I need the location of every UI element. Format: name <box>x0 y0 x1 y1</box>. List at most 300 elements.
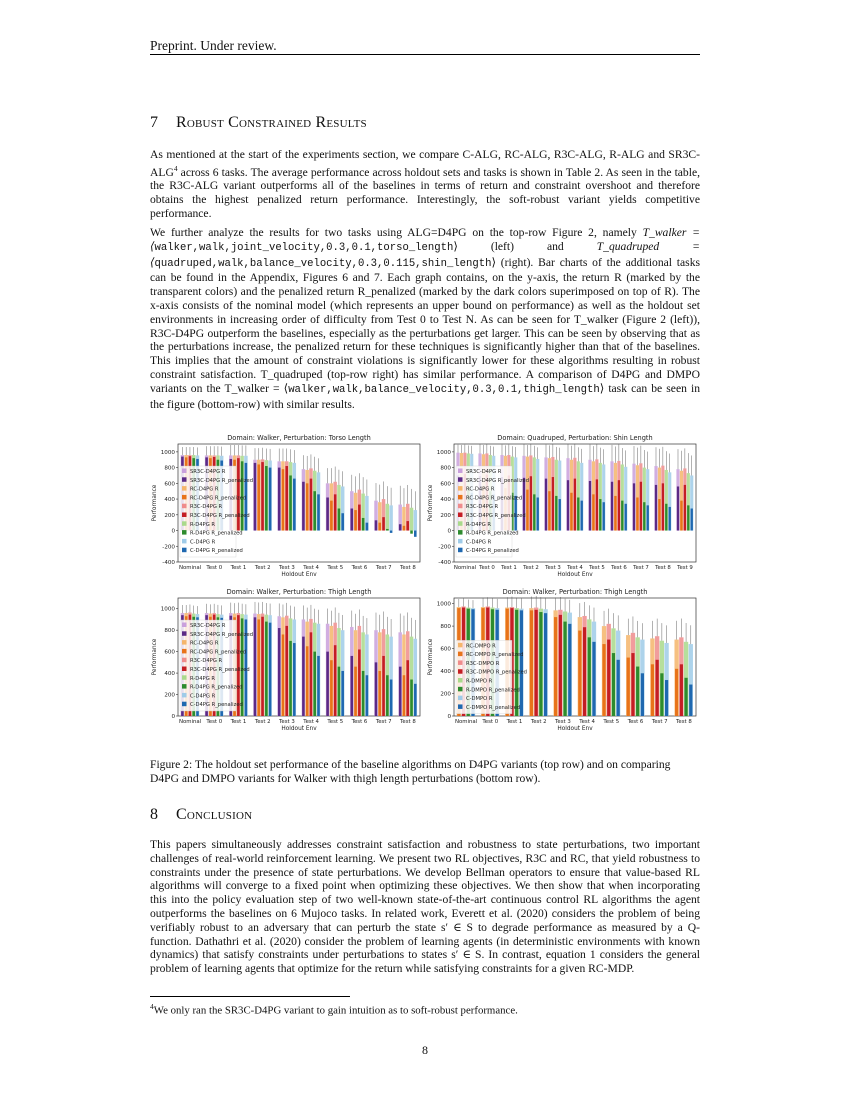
footnote-mark: 4 <box>150 1002 154 1011</box>
legend-swatch <box>182 477 187 482</box>
legend-swatch <box>458 704 463 709</box>
bar-penalized-return <box>680 501 682 531</box>
bar-penalized-return <box>643 502 645 530</box>
x-tick-label: Test 0 <box>479 565 495 571</box>
bar-penalized-return <box>636 497 638 530</box>
legend-swatch <box>458 669 463 674</box>
p2-math-twalker: T_walker = ⟨ <box>150 226 700 253</box>
x-tick-label: Nominal <box>178 565 202 571</box>
bar-penalized-return <box>687 505 689 530</box>
legend-swatch <box>458 687 463 692</box>
bar-penalized-return <box>406 521 409 530</box>
bar-penalized-return <box>617 660 620 716</box>
legend-label: C-D4PG R <box>190 693 216 700</box>
legend-label: C-DMPO R_penalized <box>466 704 521 711</box>
legend-label: R3C-DMPO R_penalized <box>466 669 527 676</box>
bar-penalized-return <box>317 656 320 716</box>
x-tick-label: Test 1 <box>230 719 247 725</box>
bar-penalized-return <box>675 669 678 716</box>
bar-penalized-return <box>559 615 562 716</box>
footnote-rule <box>150 996 350 997</box>
footnote-text: We only ran the SR3C-D4PG variant to gain intuition as to soft-robust performance. <box>153 1004 518 1017</box>
bar-penalized-return <box>548 491 550 530</box>
y-tick-label: 800 <box>164 465 175 472</box>
footnote <box>150 1002 518 1017</box>
bar-penalized-return <box>386 529 389 531</box>
x-tick-label: Test 7 <box>633 565 649 571</box>
legend-label: C-D4PG R <box>466 539 492 546</box>
bar-return <box>386 504 389 531</box>
chart-title: Domain: Walker, Perturbation: Thigh Length <box>226 588 372 596</box>
y-tick-label: 400 <box>440 497 451 504</box>
legend-label: R3C-DMPO R <box>466 660 500 667</box>
bar-penalized-return <box>578 631 581 716</box>
bar-penalized-return <box>691 509 693 531</box>
y-axis-label: Performance <box>152 484 158 522</box>
bar-penalized-return <box>351 656 354 716</box>
y-tick-label: 200 <box>164 512 175 519</box>
legend-swatch <box>182 521 187 526</box>
legend-swatch <box>182 675 187 680</box>
bar-penalized-return <box>410 531 413 534</box>
bar-penalized-return <box>285 466 288 531</box>
bar-penalized-return <box>378 671 381 716</box>
legend-swatch <box>182 667 187 672</box>
y-tick-label: 1000 <box>160 606 175 613</box>
y-tick-label: 0 <box>447 714 451 720</box>
bar-penalized-return <box>684 485 686 531</box>
bar-penalized-return <box>530 476 532 530</box>
chart-title: Domain: Walker, Perturbation: Thigh Length <box>502 588 648 596</box>
p2-code-walker: walker,walk,joint_velocity,0.3,0.1,torso_length <box>154 241 454 254</box>
x-tick-label: Test 9 <box>677 565 693 571</box>
bar-penalized-return <box>568 624 571 716</box>
x-axis-label: Holdout Env <box>281 726 317 732</box>
bar-penalized-return <box>306 646 309 716</box>
bar-penalized-return <box>520 610 523 716</box>
bar-penalized-return <box>282 634 285 716</box>
bar-penalized-return <box>341 513 344 530</box>
bar-penalized-return <box>375 662 378 716</box>
bar-penalized-return <box>338 509 341 531</box>
y-tick-label: 400 <box>164 671 175 678</box>
legend-swatch <box>458 696 463 701</box>
bar-penalized-return <box>592 642 595 716</box>
legend-swatch <box>458 477 463 482</box>
section-7-heading <box>150 114 367 132</box>
bar-penalized-return <box>554 617 557 716</box>
bar-penalized-return <box>334 494 337 530</box>
y-tick-label: 800 <box>164 628 175 635</box>
bar-penalized-return <box>526 490 528 531</box>
bar-penalized-return <box>341 671 344 716</box>
x-tick-label: Test 4 <box>303 565 319 571</box>
bar-penalized-return <box>313 652 316 716</box>
legend-swatch <box>458 504 463 509</box>
bar-penalized-return <box>621 501 623 531</box>
p2-code-quadruped: quadruped,walk,balance_velocity,0.3,0.115,shin_length <box>154 257 492 270</box>
section-7-title: Robust Constrained Results <box>176 114 367 131</box>
y-tick-label: 200 <box>164 692 175 699</box>
legend-label: SR3C-D4PG R <box>190 623 226 629</box>
legend-swatch <box>182 495 187 500</box>
chart-title: Domain: Walker, Perturbation: Torso Length <box>227 434 371 442</box>
bar-penalized-return <box>537 497 539 530</box>
x-tick-label: Test 5 <box>327 719 344 725</box>
p2-code-walker-thigh: walker,walk,balance_velocity,0.3,0.1,thigh_length <box>288 383 600 396</box>
bar-penalized-return <box>403 675 406 716</box>
bar-penalized-return <box>354 667 357 716</box>
section-8-heading <box>150 806 252 824</box>
legend-label: RC-DMPO R <box>466 643 496 650</box>
p1-text-a: As mentioned at the start of the experiments section, we compare C-ALG, RC-ALG, R3C-ALG, R-ALG and SR3C-ALG <box>150 148 700 179</box>
legend-swatch <box>458 678 463 683</box>
legend-label: RC-DMPO R_penalized <box>466 652 524 659</box>
section-8-title: Conclusion <box>176 806 253 823</box>
bar-penalized-return <box>588 637 591 716</box>
bar-penalized-return <box>362 671 365 716</box>
section-7-paragraph-2 <box>150 226 700 411</box>
legend-label: R-D4PG R_penalized <box>190 530 243 537</box>
y-tick-label: 1000 <box>436 449 451 456</box>
bar-penalized-return <box>535 610 538 716</box>
bar-penalized-return <box>545 479 547 531</box>
bar-penalized-return <box>577 497 579 530</box>
bar-penalized-return <box>414 684 417 716</box>
legend-swatch <box>182 649 187 654</box>
y-tick-label: 200 <box>440 512 451 519</box>
x-axis-label: Holdout Env <box>557 726 593 732</box>
bar-penalized-return <box>254 463 257 531</box>
legend-label: R-DMPO R <box>466 678 493 685</box>
legend-swatch <box>458 539 463 544</box>
y-tick-label: 600 <box>164 481 175 488</box>
x-tick-label: Test 5 <box>603 719 620 725</box>
bar-penalized-return <box>382 517 385 530</box>
legend-swatch <box>458 513 463 518</box>
x-axis-label: Holdout Env <box>281 572 317 578</box>
p2-text-a: We further analyze the results for two tasks using ALG=D4PG on the top-row Figure 2, namely <box>150 226 643 239</box>
x-tick-label: Test 3 <box>545 565 561 571</box>
bar-penalized-return <box>354 510 357 530</box>
x-tick-label: Test 2 <box>530 719 547 725</box>
bar-penalized-return <box>665 504 667 531</box>
bar-penalized-return <box>559 499 561 530</box>
legend-swatch <box>182 486 187 491</box>
y-tick-label: 800 <box>440 624 451 631</box>
x-tick-label: Test 7 <box>375 719 392 725</box>
bar-penalized-return <box>618 480 620 530</box>
preprint-label: Preprint. Under review. <box>150 38 277 53</box>
legend-label: R-D4PG R_penalized <box>466 530 519 537</box>
x-tick-label: Test 2 <box>254 719 271 725</box>
bar-penalized-return <box>689 685 692 716</box>
bar-penalized-return <box>289 641 292 716</box>
bar-penalized-return <box>390 531 393 533</box>
x-tick-label: Test 1 <box>506 719 523 725</box>
bar-penalized-return <box>265 466 268 531</box>
bar-penalized-return <box>317 494 320 530</box>
legend-label: C-D4PG R_penalized <box>190 702 243 709</box>
bar-penalized-return <box>282 469 285 530</box>
chart-svg <box>424 432 702 584</box>
legend-swatch <box>182 693 187 698</box>
bar-penalized-return <box>269 623 272 716</box>
legend-swatch <box>182 469 187 474</box>
x-tick-label: Test 6 <box>351 719 368 725</box>
legend-label: RC-D4PG R <box>190 640 219 647</box>
bar-penalized-return <box>278 628 281 716</box>
bar-penalized-return <box>289 475 292 530</box>
bar-penalized-return <box>358 505 361 531</box>
bar-penalized-return <box>351 509 354 531</box>
bar-penalized-return <box>641 673 644 716</box>
legend-label: RC-D4PG R <box>466 486 495 493</box>
bar-penalized-return <box>378 523 381 531</box>
chart-svg <box>148 432 426 584</box>
legend-swatch <box>458 652 463 657</box>
bar-penalized-return <box>592 494 594 530</box>
bar-penalized-return <box>366 675 369 716</box>
bar-penalized-return <box>523 478 525 531</box>
bar-penalized-return <box>313 491 316 530</box>
legend-label: R3C-D4PG R <box>466 504 499 511</box>
x-tick-label: Test 5 <box>589 565 605 571</box>
bar-penalized-return <box>237 615 240 716</box>
x-tick-label: Test 8 <box>676 719 692 725</box>
bar-penalized-return <box>414 531 417 537</box>
bar-penalized-return <box>651 664 654 716</box>
legend-label: R-DMPO R_penalized <box>466 687 520 694</box>
legend-swatch <box>458 530 463 535</box>
p2-text-b: ⟩ (left) and <box>453 239 597 253</box>
y-tick-label: 0 <box>171 528 175 535</box>
x-tick-label: Test 7 <box>651 719 668 725</box>
y-tick-label: -400 <box>162 560 175 566</box>
bar-return <box>410 508 413 531</box>
bar-penalized-return <box>237 458 240 530</box>
bar-penalized-return <box>326 497 329 530</box>
legend-label: R3C-D4PG R <box>190 504 223 511</box>
bar-penalized-return <box>254 617 257 716</box>
bar-penalized-return <box>338 667 341 716</box>
bar-penalized-return <box>530 610 533 716</box>
bar-penalized-return <box>382 656 385 716</box>
y-tick-label: 0 <box>171 714 175 720</box>
legend-swatch <box>182 530 187 535</box>
y-tick-label: 800 <box>440 465 451 472</box>
x-tick-label: Test 8 <box>400 719 416 725</box>
legend-label: R-D4PG R <box>466 521 491 528</box>
bar-penalized-return <box>302 637 305 716</box>
bar-penalized-return <box>515 610 518 716</box>
bar-penalized-return <box>257 464 260 530</box>
y-tick-label: 400 <box>164 497 175 504</box>
bar-penalized-return <box>640 482 642 531</box>
y-tick-label: 200 <box>440 691 451 698</box>
section-8-number: 8 <box>150 806 159 823</box>
legend-label: SR3C-D4PG R <box>466 469 502 475</box>
x-tick-label: Test 5 <box>327 565 344 571</box>
bar-penalized-return <box>310 479 313 531</box>
x-tick-label: Test 8 <box>655 565 671 571</box>
legend-swatch <box>182 684 187 689</box>
legend-label: RC-D4PG R_penalized <box>466 495 523 502</box>
bar-penalized-return <box>570 493 572 531</box>
x-tick-label: Test 6 <box>351 565 368 571</box>
p2-math-tquadruped: T_quadruped = ⟨ <box>150 239 700 269</box>
legend-swatch <box>182 658 187 663</box>
x-tick-label: Test 6 <box>611 565 627 571</box>
bar-return <box>389 505 392 530</box>
legend-label: RC-D4PG R_penalized <box>190 649 247 656</box>
bar-penalized-return <box>261 462 264 530</box>
bar-penalized-return <box>602 644 605 716</box>
p1-text-b: across 6 tasks. The average performance across holdout sets and tasks is shown in Table 2. As seen in the table, the R3C-ALG variant outperforms all of the baselines in terms of return and constraint overshoot and therefore obtains the highest penalized return performance. Interestingly, the soft-robust variant yields competitive performance. <box>150 165 700 221</box>
bar-penalized-return <box>386 675 389 716</box>
bar-penalized-return <box>574 479 576 531</box>
y-axis-label: Performance <box>428 484 434 522</box>
x-tick-label: Nominal <box>178 719 202 725</box>
bar-penalized-return <box>358 649 361 716</box>
bar-penalized-return <box>611 482 613 531</box>
bar-penalized-return <box>596 479 598 530</box>
bar-penalized-return <box>366 523 369 531</box>
x-tick-label: Test 2 <box>523 565 539 571</box>
footnote-ref[interactable]: 4 <box>173 163 178 173</box>
bar-penalized-return <box>563 622 566 716</box>
x-tick-label: Test 0 <box>206 719 223 725</box>
bar-penalized-return <box>390 680 393 716</box>
header-rule <box>150 54 700 55</box>
x-tick-label: Test 3 <box>279 565 295 571</box>
x-tick-label: Test 3 <box>279 719 295 725</box>
section-7-number: 7 <box>150 114 159 131</box>
legend-swatch <box>182 504 187 509</box>
legend-label: R-D4PG R <box>190 521 215 528</box>
bar-penalized-return <box>257 619 260 716</box>
legend-swatch <box>458 548 463 553</box>
section-7-paragraph-1 <box>150 148 700 221</box>
y-tick-label: 600 <box>164 649 175 656</box>
bar-penalized-return <box>293 643 296 716</box>
bar-penalized-return <box>614 496 616 531</box>
bar-return <box>414 510 417 530</box>
page-number: 8 <box>422 1043 428 1057</box>
bar-penalized-return <box>647 505 649 530</box>
bar-penalized-return <box>410 680 413 716</box>
figure-2-caption: Figure 2: The holdout set performance of the baseline algorithms on D4PG variants (top row) and on comparing D4PG and DMPO variants for Walker with thigh length perturbations (bottom row). <box>150 758 671 785</box>
bar-penalized-return <box>656 660 659 716</box>
bar-penalized-return <box>362 518 365 531</box>
bar-penalized-return <box>589 481 591 531</box>
x-tick-label: Test 0 <box>206 565 223 571</box>
y-tick-label: 1000 <box>436 601 451 608</box>
y-tick-label: 1000 <box>160 449 175 456</box>
bar-penalized-return <box>603 502 605 530</box>
bar-penalized-return <box>665 680 668 716</box>
bar-penalized-return <box>399 524 402 530</box>
bar-penalized-return <box>627 658 630 716</box>
p2-text-c: ⟩ (right). Bar charts of the additional tasks can be found in the Appendix, Figures 6 and 7. Each graph contains, on the y-axis, the return R (marked by the transparent colors) and the penalized return R_penalized (marked by the dark colors superimposed on top of R). The x-axis consists of the nominal model (which represents an upper bound on performance) as well as the holdout set environments in increasing order of difficulty from Test 0 to Test N. As can be seen for T_walker (Figure 2 (left)), R3C-D4PG outperform the baselines, especially as the perturbations get larger. This can be seen by observing that as the perturbations increase, the penalized return for these techniques is significantly higher than that of the baselines. This implies that the amount of constraint violations is significantly lower for these algorithms resulting in robust constraint satisfaction. T_quadruped (top-row right) has similar performance. A comparison of D4PG and DMPO variants on the T_walker = ⟨ <box>150 255 700 395</box>
legend-label: SR3C-D4PG R_penalized <box>190 631 254 638</box>
legend-label: SR3C-D4PG R <box>190 469 226 475</box>
x-tick-label: Test 1 <box>501 565 517 571</box>
x-tick-label: Test 6 <box>627 719 644 725</box>
bar-penalized-return <box>612 653 615 716</box>
legend-swatch <box>182 513 187 518</box>
y-axis-label: Performance <box>428 638 434 676</box>
legend-label: RC-D4PG R_penalized <box>190 495 247 502</box>
bar-penalized-return <box>680 664 683 716</box>
y-tick-label: 600 <box>440 646 451 653</box>
bar-penalized-return <box>302 482 305 531</box>
bar-penalized-return <box>655 485 657 531</box>
chart-svg <box>148 586 426 738</box>
x-tick-label: Test 3 <box>555 719 571 725</box>
bar-penalized-return <box>326 652 329 716</box>
x-tick-label: Test 1 <box>230 565 247 571</box>
legend-swatch <box>458 643 463 648</box>
bar-penalized-return <box>375 520 378 530</box>
bar-penalized-return <box>539 612 542 716</box>
bar-penalized-return <box>544 613 547 716</box>
legend-label: C-D4PG R_penalized <box>466 548 519 555</box>
legend-swatch <box>458 469 463 474</box>
bar-penalized-return <box>669 507 671 531</box>
chart-quadruped-shin <box>424 432 702 584</box>
bar-penalized-return <box>662 483 664 530</box>
bar-penalized-return <box>633 483 635 530</box>
bar-penalized-return <box>677 486 679 530</box>
bar-penalized-return <box>285 626 288 716</box>
legend-label: RC-D4PG R <box>190 486 219 493</box>
bar-penalized-return <box>599 499 601 530</box>
bar-penalized-return <box>552 477 554 530</box>
legend-label: R3C-D4PG R_penalized <box>190 667 250 673</box>
bar-penalized-return <box>658 499 660 530</box>
legend-label: C-D4PG R <box>190 539 216 546</box>
bar-penalized-return <box>684 678 687 716</box>
x-tick-label: Test 0 <box>482 719 499 725</box>
bar-penalized-return <box>293 479 296 531</box>
y-tick-label: -200 <box>162 544 175 551</box>
y-axis-label: Performance <box>152 638 158 676</box>
bar-penalized-return <box>581 501 583 531</box>
y-tick-label: 600 <box>440 481 451 488</box>
legend-swatch <box>182 702 187 707</box>
x-tick-label: Test 4 <box>567 565 583 571</box>
legend-label: R3C-D4PG R <box>190 658 223 665</box>
bar-penalized-return <box>310 632 313 716</box>
p2-text-d: ⟩ task can be seen in the figure (bottom-row) with similar results. <box>150 381 700 411</box>
chart-walker-thigh-dmpo <box>424 586 702 738</box>
legend-label: C-DMPO R <box>466 696 493 703</box>
legend-label: C-D4PG R_penalized <box>190 548 243 555</box>
legend-label: SR3C-D4PG R_penalized <box>466 477 530 484</box>
bar-penalized-return <box>334 645 337 716</box>
x-tick-label: Nominal <box>454 719 478 725</box>
legend-label: R3C-D4PG R_penalized <box>190 513 250 519</box>
chart-walker-torso <box>148 432 426 584</box>
bar-penalized-return <box>567 480 569 530</box>
x-tick-label: Test 8 <box>400 565 416 571</box>
legend-swatch <box>458 486 463 491</box>
x-tick-label: Test 4 <box>579 719 595 725</box>
bar-penalized-return <box>607 640 610 716</box>
bar-penalized-return <box>265 622 268 716</box>
bar-penalized-return <box>660 673 663 716</box>
